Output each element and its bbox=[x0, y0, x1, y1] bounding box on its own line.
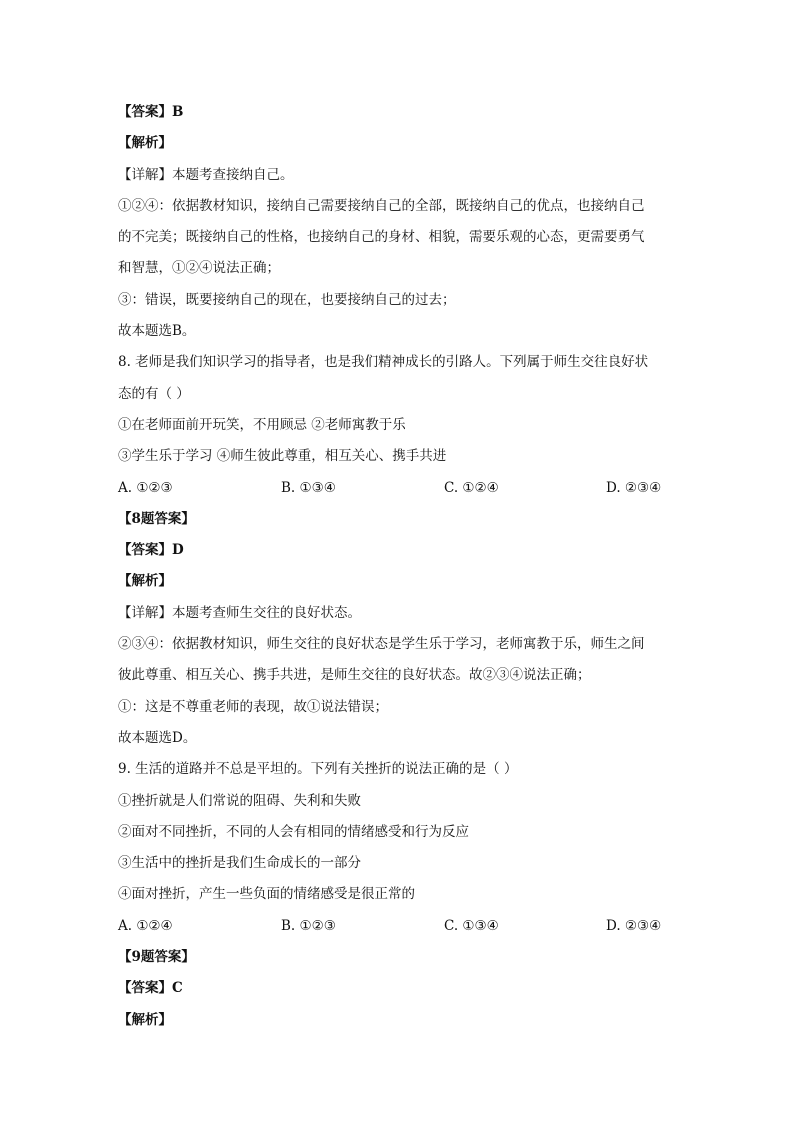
answer-title: 【8题答案】 bbox=[118, 510, 195, 527]
question-9-item: ②面对不同挫折，不同的人会有相同的情绪感受和行为反应 bbox=[118, 823, 469, 840]
analysis-label: 【解析】 bbox=[118, 135, 172, 152]
option-a: A. ①②④ bbox=[118, 917, 173, 934]
question-9-item: ①挫折就是人们常说的阻碍、失利和失败 bbox=[118, 792, 361, 809]
option-b: B. ①②③ bbox=[281, 917, 336, 934]
option-c: C. ①③④ bbox=[444, 917, 499, 934]
question-8-options bbox=[118, 473, 678, 504]
body-line: 和智慧，①②④说法正确； bbox=[118, 260, 280, 277]
answer-label: 【答案】B bbox=[118, 104, 184, 120]
question-9-item: ③生活中的挫折是我们生命成长的一部分 bbox=[118, 855, 361, 872]
option-d: D. ②③④ bbox=[606, 479, 662, 496]
body-line: 彼此尊重、相互关心、携手共进，是师生交往的良好状态。故②③④说法正确； bbox=[118, 667, 591, 684]
option-c: C. ①②④ bbox=[444, 479, 499, 496]
body-line: ②③④：依据教材知识，师生交往的良好状态是学生乐于学习，老师寓教于乐，师生之间 bbox=[118, 636, 645, 653]
body-line: 故本题选D。 bbox=[118, 729, 197, 746]
answer-title: 【9题答案】 bbox=[118, 949, 195, 966]
analysis-label: 【解析】 bbox=[118, 1011, 172, 1028]
question-9-item: ④面对挫折，产生一些负面的情绪感受是很正常的 bbox=[118, 886, 415, 903]
body-line: 的不完美；既接纳自己的性格，也接纳自己的身材、相貌，需要乐观的心态，更需要勇气 bbox=[118, 229, 645, 246]
analysis-label: 【解析】 bbox=[118, 573, 172, 590]
question-9-stem: 9. 生活的道路并不总是平坦的。下列有关挫折的说法正确的是（ ） bbox=[118, 761, 518, 778]
answer-label: 【答案】D bbox=[118, 542, 184, 559]
question-8-stem: 8. 老师是我们知识学习的指导者，也是我们精神成长的引路人。下列属于师生交往良好状 bbox=[118, 354, 649, 371]
document-page bbox=[118, 97, 678, 1036]
answer-label: 【答案】C bbox=[118, 980, 183, 997]
body-line: ①②④：依据教材知识，接纳自己需要接纳自己的全部，既接纳自己的优点，也接纳自己 bbox=[118, 197, 645, 214]
body-line: ①：这是不尊重老师的表现，故①说法错误； bbox=[118, 698, 388, 715]
question-8-item: ③学生乐于学习 ④师生彼此尊重，相互关心、携手共进 bbox=[118, 448, 447, 465]
question-9-options bbox=[118, 911, 678, 942]
detail-line: 【详解】本题考查师生交往的良好状态。 bbox=[118, 604, 361, 621]
option-a: A. ①②③ bbox=[118, 479, 173, 496]
body-line: ③：错误，既要接纳自己的现在，也要接纳自己的过去； bbox=[118, 291, 456, 308]
body-line: 故本题选B。 bbox=[118, 323, 196, 340]
option-d: D. ②③④ bbox=[606, 917, 662, 934]
question-8-item: ①在老师面前开玩笑，不用顾忌 ②老师寓教于乐 bbox=[118, 416, 406, 433]
detail-line: 【详解】本题考查接纳自己。 bbox=[118, 166, 294, 183]
option-b: B. ①③④ bbox=[281, 479, 336, 496]
question-8-stem: 态的有（ ） bbox=[118, 385, 190, 402]
